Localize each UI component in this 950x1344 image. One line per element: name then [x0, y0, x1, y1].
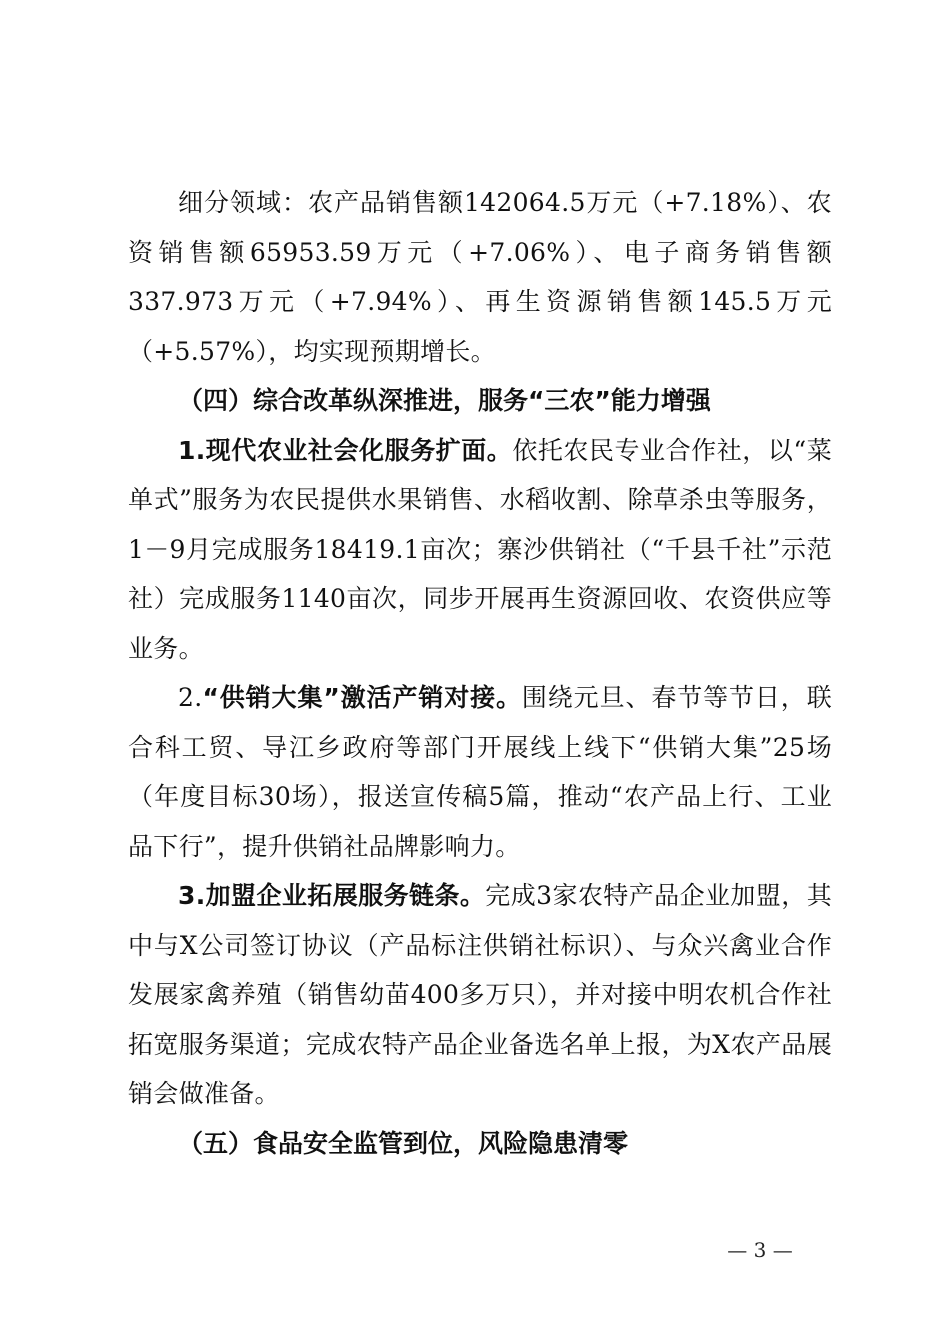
- page-number: — 3 —: [727, 1238, 793, 1262]
- paragraph-item-2: [128, 673, 832, 871]
- section-heading-5: （五）食品安全监管到位，风险隐患清零: [178, 1128, 629, 1158]
- item-3-lead: 3.加盟企业拓展服务链条。: [178, 881, 486, 910]
- item-3-body: 完成3家农特产品企业加盟，其中与X公司签订协议（产品标注供销社标识）、与众兴禽业合作发展家禽养殖（销售幼苗400多万只），并对接中明农机合作社拓宽服务渠道；完成农特产品企业备选名单上报，为X农产品展销会做准备。: [128, 881, 832, 1108]
- section-heading-4: （四）综合改革纵深推进，服务“三农”能力增强: [178, 386, 711, 415]
- item-2-lead: “供销大集”激活产销对接。: [202, 683, 522, 712]
- item-1-body: 依托农民专业合作社，以“菜单式”服务为农民提供水果销售、水稻收割、除草杀虫等服务，1－9月完成服务18419.1亩次；寨沙供销社（“千县千社”示范社）完成服务1140亩次，同步开展再生资源回收、农资供应等业务。: [128, 435, 832, 663]
- paragraph-item-3: [128, 871, 832, 1119]
- item-2-number: 2.: [178, 683, 203, 712]
- paragraph-item-1: [128, 426, 832, 674]
- item-1-lead: 1.现代农业社会化服务扩面。: [178, 435, 513, 465]
- item-2-body: 围绕元旦、春节等节日，联合科工贸、导江乡政府等部门开展线上线下“供销大集”25场（年度目标30场），报送宣传稿5篇，推动“农产品上行、工业品下行”，提升供销社品牌影响力。: [128, 683, 833, 861]
- paragraph-sales-breakdown: 细分领域：农产品销售额142064.5万元（+7.18%）、农资销售额65953.59万元（+7.06%）、电子商务销售额337.973万元（+7.94%）、再生资源销售额145.5万元（+5.57%），均实现预期增长。: [128, 188, 832, 366]
- document-body: [128, 178, 832, 1168]
